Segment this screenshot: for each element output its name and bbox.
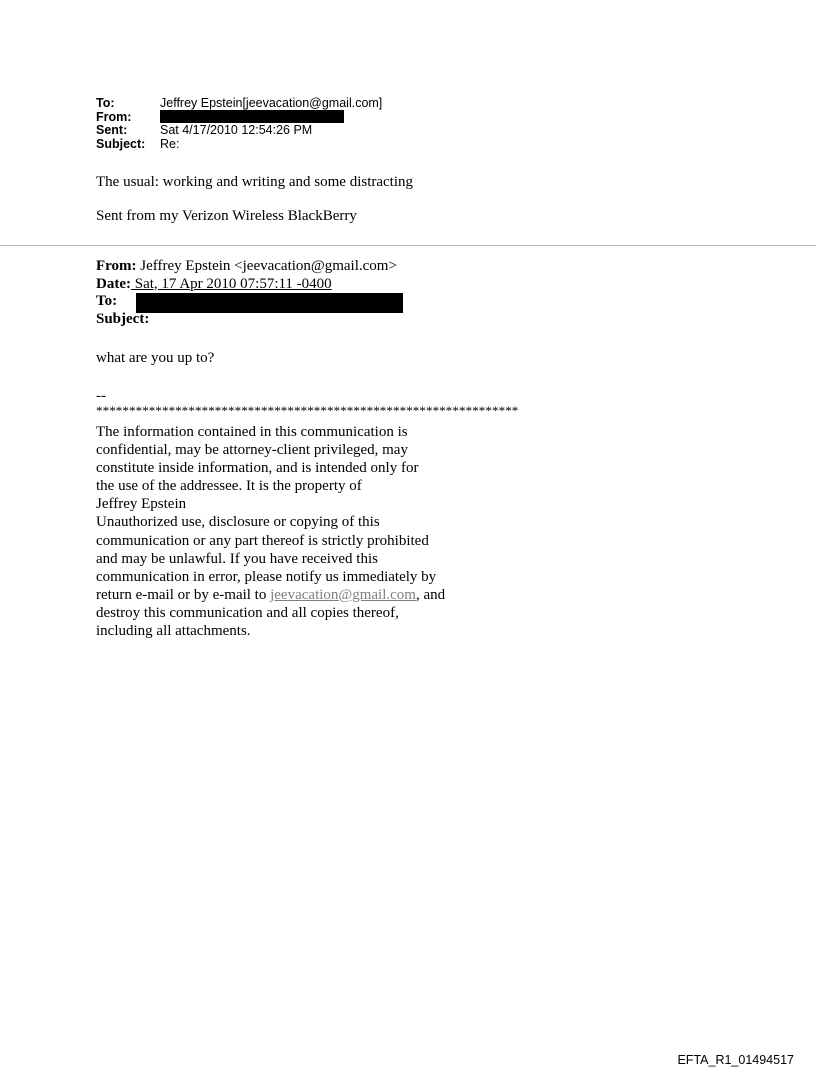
disclaimer-line-with-link xyxy=(96,586,445,604)
disclaimer-line10-suffix: , and xyxy=(415,586,446,603)
top-email-header xyxy=(96,97,382,151)
to-row xyxy=(96,97,382,111)
disclaimer-line: destroy this communication and all copies thereof, xyxy=(96,604,399,621)
sent-label: Sent: xyxy=(96,123,128,137)
quoted-to-label: To: xyxy=(96,293,118,309)
top-email-signature: Sent from my Verizon Wireless BlackBerry xyxy=(96,208,357,224)
quoted-email-header xyxy=(96,258,397,328)
disclaimer-line10-prefix: return e-mail or by e-mail to xyxy=(96,586,271,603)
redaction-bar xyxy=(160,110,344,123)
from-row xyxy=(96,111,382,125)
quoted-date-label: Date: xyxy=(96,275,131,292)
from-label: From: xyxy=(96,109,132,124)
document-id: EFTA_R1_01494517 xyxy=(677,1053,794,1067)
disclaimer-line: Unauthorized use, disclosure or copying of this xyxy=(96,514,380,531)
signature-dashes: -- xyxy=(96,388,106,404)
disclaimer-line: Jeffrey Epstein xyxy=(96,496,187,513)
quoted-subject-row xyxy=(96,311,397,329)
quoted-date-row xyxy=(96,276,397,294)
to-label: To: xyxy=(96,96,115,110)
disclaimer-line: confidential, may be attorney-client privileged, may xyxy=(96,442,408,459)
subject-row xyxy=(96,138,382,152)
quoted-date-value: Sat, 17 Apr 2010 07:57:11 -0400 xyxy=(130,275,332,292)
to-value: Jeffrey Epstein[jeevacation@gmail.com] xyxy=(160,96,383,110)
quoted-to-row xyxy=(96,293,397,311)
disclaimer-line: communication or any part thereof is strictly prohibited xyxy=(96,532,429,549)
email-link[interactable]: jeevacation@gmail.com xyxy=(270,586,416,603)
quoted-from-value: Jeffrey Epstein <jeevacation@gmail.com> xyxy=(136,258,397,274)
disclaimer-line: constitute inside information, and is intended only for xyxy=(96,460,419,477)
quoted-from-row xyxy=(96,258,397,276)
disclaimer-line: communication in error, please notify us immediately by xyxy=(96,568,437,585)
disclaimer-line: and may be unlawful. If you have received this xyxy=(96,550,378,567)
sent-value: Sat 4/17/2010 12:54:26 PM xyxy=(160,123,313,137)
subject-label: Subject: xyxy=(96,136,146,151)
disclaimer-line: the use of the addressee. It is the property of xyxy=(96,478,362,495)
asterisk-separator: **************************************************************** xyxy=(96,403,519,418)
sent-row xyxy=(96,124,382,138)
top-email-body: The usual: working and writing and some distracting xyxy=(96,174,414,190)
disclaimer-line: including all attachments. xyxy=(96,623,251,640)
quoted-subject-label: Subject: xyxy=(96,310,150,327)
quoted-email-body: what are you up to? xyxy=(96,350,215,366)
subject-value: Re: xyxy=(160,136,180,151)
quoted-from-label: From: xyxy=(96,258,137,274)
confidentiality-disclaimer xyxy=(96,423,445,640)
disclaimer-line: The information contained in this communication is xyxy=(96,424,408,440)
message-divider xyxy=(0,245,816,246)
